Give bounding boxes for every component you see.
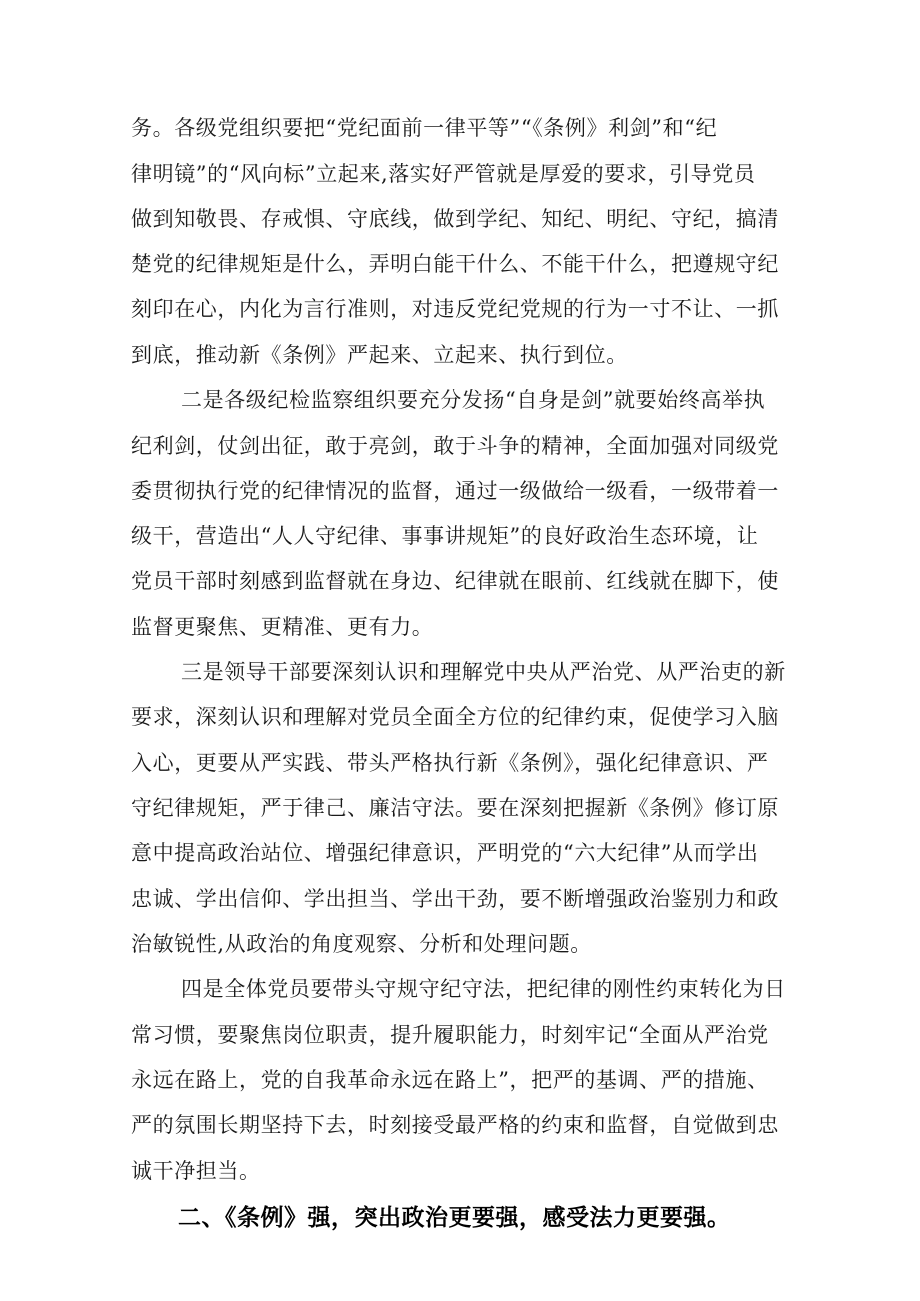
paragraph-line: 党员干部时刻感到监督就在身边、纪律就在眼前、红线就在脚下，使 — [131, 569, 779, 593]
paragraph-line: 做到知敬畏、存戒惧、守底线，做到学纪、知纪、明纪、守纪，搞清 — [131, 207, 779, 231]
section-heading: 二、《条例》强，突出政治更要强，感受法力更要强。 — [178, 1205, 731, 1231]
paragraph-line: 常习惯，要聚焦岗位职责，提升履职能力，时刻牢记“全面从严治党 — [131, 1023, 769, 1047]
paragraph-line: 纪利剑，仗剑出征，敢于亮剑，敢于斗争的精神，全面加强对同级党 — [131, 434, 779, 458]
paragraph-line: 二是各级纪检监察组织要充分发扬“自身是剑”就要始终高举执 — [181, 388, 766, 412]
paragraph-line: 意中提高政治站位、增强纪律意识，严明党的“六大纪律”从而学出 — [131, 841, 759, 865]
paragraph-line: 务。各级党组织要把“党纪面前一律平等”“《条例》利剑”和“纪 — [131, 116, 718, 140]
paragraph-line: 三是领导干部要深刻认识和理解党中央从严治党、从严治吏的新 — [181, 660, 786, 684]
paragraph-line: 刻印在心，内化为言行准则，对违反党纪党规的行为一寸不让、一抓 — [131, 297, 779, 321]
paragraph-line: 诚干净担当。 — [131, 1159, 261, 1183]
paragraph-line: 委贯彻执行党的纪律情况的监督，通过一级做给一级看，一级带着一 — [131, 479, 779, 503]
paragraph-line: 守纪律规矩，严于律己、廉洁守法。要在深刻把握新《条例》修订原 — [131, 796, 779, 820]
paragraph-line: 要求，深刻认识和理解对党员全面全方位的纪律约束，促使学习入脑 — [131, 705, 779, 729]
paragraph-line: 四是全体党员要带头守规守纪守法，把纪律的刚性约束转化为日 — [181, 977, 786, 1001]
paragraph-line: 永远在路上，党的自我革命永远在路上”，把严的基调、严的措施、 — [131, 1068, 769, 1092]
paragraph-line: 到底，推动新《条例》严起来、立起来、执行到位。 — [131, 343, 628, 367]
paragraph-line: 楚党的纪律规矩是什么，弄明白能干什么、不能干什么，把遵规守纪 — [131, 252, 779, 276]
paragraph-line: 律明镜”的“风向标”立起来,落实好严管就是厚爱的要求，引导党员 — [131, 162, 756, 186]
paragraph-line: 忠诚、学出信仰、学出担当、学出干劲，要不断增强政治鉴别力和政 — [131, 887, 779, 911]
paragraph-line: 治敏锐性,从政治的角度观察、分析和处理问题。 — [131, 932, 592, 956]
paragraph-line: 入心，更要从严实践、带头严格执行新《条例》，强化纪律意识、严 — [131, 751, 769, 775]
paragraph-line: 监督更聚焦、更精准、更有力。 — [131, 615, 434, 639]
paragraph-line: 严的氛围长期坚持下去，时刻接受最严格的约束和监督，自觉做到忠 — [131, 1113, 779, 1137]
paragraph-line: 级干，营造出“人人守纪律、事事讲规矩”的良好政治生态环境，让 — [131, 524, 759, 548]
